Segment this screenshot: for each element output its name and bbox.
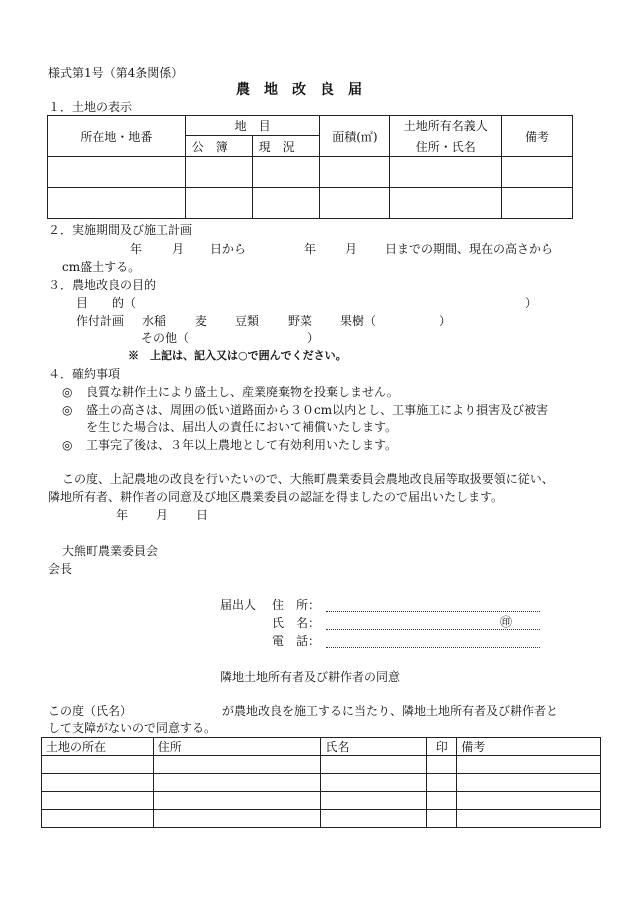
day-2-text: 日までの期間、現在の高さから bbox=[385, 242, 554, 256]
fill-height-text: cm盛土する。 bbox=[62, 260, 141, 274]
land-cell[interactable] bbox=[48, 157, 186, 188]
land-cell[interactable] bbox=[320, 188, 390, 219]
consent-heading: 隣地土地所有者及び耕作者の同意 bbox=[220, 670, 401, 684]
consent-cell[interactable] bbox=[42, 774, 154, 792]
crop-beans: 豆類 bbox=[235, 314, 260, 328]
pledge-item-1: 良質な耕作土により盛土し、産業廃棄物を投棄しません。 bbox=[86, 385, 399, 399]
crop-plan-label: 作付計画 bbox=[76, 314, 125, 328]
address-label: 住 所： bbox=[272, 598, 321, 612]
consent-cell[interactable] bbox=[321, 792, 427, 810]
address-field[interactable] bbox=[326, 611, 540, 612]
pledge-item-3: 工事完了後は、３年以上農地として有効利用いたします。 bbox=[86, 438, 398, 452]
consent-row bbox=[42, 756, 601, 774]
phone-field[interactable] bbox=[326, 647, 540, 648]
instruction-note: ※ 上記は、記入又は○で囲んでください。 bbox=[128, 349, 347, 362]
section3-heading: ３．農地改良の目的 bbox=[48, 278, 157, 292]
date-year: 年 bbox=[116, 508, 129, 522]
consent-cell[interactable] bbox=[457, 756, 601, 774]
name-field[interactable] bbox=[326, 629, 540, 630]
form-title: 農 地 改 良 届 bbox=[236, 82, 362, 98]
header-owner-line1: 土地所有名義人 bbox=[403, 119, 488, 133]
header-address: 住所 bbox=[153, 738, 321, 756]
header-actual: 現 況 bbox=[252, 136, 320, 157]
statement-line2: 隣地所有者、耕作者の同意及び地区農業委員の認証を得ましたので届出いたします。 bbox=[48, 490, 504, 504]
consent-cell[interactable] bbox=[153, 792, 321, 810]
section4-heading: ４．確約事項 bbox=[48, 367, 121, 381]
land-table bbox=[47, 115, 573, 219]
header-seal: 印 bbox=[427, 738, 457, 756]
consent-cell[interactable] bbox=[321, 774, 427, 792]
pledge-item-2-line2: を生じた場合は、届出人の責任において補償いたします。 bbox=[86, 420, 398, 434]
form-number: 様式第1号（第4条関係） bbox=[48, 66, 184, 80]
consent-row bbox=[42, 774, 601, 792]
crop-close: ） bbox=[439, 314, 452, 328]
consent-cell[interactable] bbox=[321, 756, 427, 774]
header-name: 氏名 bbox=[321, 738, 427, 756]
consent-table bbox=[41, 737, 601, 828]
consent-cell[interactable] bbox=[42, 792, 154, 810]
consent-cell[interactable] bbox=[321, 810, 427, 828]
crop-vegetables: 野菜 bbox=[288, 314, 313, 328]
consent-cell[interactable] bbox=[457, 792, 601, 810]
land-cell[interactable] bbox=[185, 157, 252, 188]
land-cell[interactable] bbox=[320, 157, 390, 188]
consent-cell[interactable] bbox=[42, 810, 154, 828]
phone-label: 電 話： bbox=[272, 634, 321, 648]
addressee-title: 会長 bbox=[48, 562, 73, 576]
header-owner bbox=[390, 116, 502, 157]
crop-rice: 水稲 bbox=[142, 314, 167, 328]
consent-line1-rest: が農地改良を施工するに当たり、隣地土地所有者及び耕作者と bbox=[222, 704, 559, 718]
name-label: 氏 名： bbox=[272, 616, 321, 630]
other-close: ） bbox=[307, 331, 320, 345]
consent-cell[interactable] bbox=[153, 810, 321, 828]
land-row bbox=[48, 188, 573, 219]
header-location: 所在地・地番 bbox=[48, 116, 186, 157]
land-cell[interactable] bbox=[390, 157, 502, 188]
land-cell[interactable] bbox=[48, 188, 186, 219]
date-month: 月 bbox=[156, 508, 169, 522]
applicant-label: 届出人 bbox=[220, 598, 257, 612]
purpose-close: ） bbox=[525, 296, 538, 310]
land-cell[interactable] bbox=[185, 188, 252, 219]
pledge-mark: ◎ bbox=[62, 403, 73, 417]
consent-cell[interactable] bbox=[427, 756, 457, 774]
consent-cell[interactable] bbox=[153, 756, 321, 774]
crop-fruit: 果樹（ bbox=[340, 314, 377, 328]
statement-line1: この度、上記農地の改良を行いたいので、大熊町農業委員会農地改良届等取扱要領に従い、 bbox=[62, 472, 554, 486]
month-1: 月 bbox=[172, 242, 185, 256]
header-registry: 公 簿 bbox=[185, 136, 252, 157]
header-land-category: 地 目 bbox=[185, 116, 320, 136]
consent-cell[interactable] bbox=[457, 774, 601, 792]
header-remarks: 備考 bbox=[502, 116, 573, 157]
pledge-mark: ◎ bbox=[62, 438, 73, 452]
purpose-label: 目 的（ bbox=[76, 296, 137, 310]
section2-heading: ２．実施期間及び施工計画 bbox=[48, 223, 193, 237]
consent-cell[interactable] bbox=[153, 774, 321, 792]
consent-cell[interactable] bbox=[457, 810, 601, 828]
section1-heading: １．土地の表示 bbox=[48, 100, 133, 114]
consent-row bbox=[42, 810, 601, 828]
consent-cell[interactable] bbox=[427, 810, 457, 828]
header-consent-remarks: 備考 bbox=[457, 738, 601, 756]
consent-cell[interactable] bbox=[427, 792, 457, 810]
land-cell[interactable] bbox=[252, 157, 320, 188]
consent-line2: して支障がないので同意する。 bbox=[48, 721, 217, 735]
year-2: 年 bbox=[304, 242, 317, 256]
year-1: 年 bbox=[130, 242, 143, 256]
pledge-item-2-line1: 盛土の高さは、周囲の低い道路面から３０cm以内とし、工事施工により損害及び被害 bbox=[86, 403, 549, 417]
header-land-location: 土地の所在 bbox=[42, 738, 154, 756]
month-2: 月 bbox=[345, 242, 358, 256]
consent-row bbox=[42, 792, 601, 810]
addressee-org: 大熊町農業委員会 bbox=[62, 544, 159, 558]
header-area: 面積(㎡) bbox=[320, 116, 390, 157]
consent-cell[interactable] bbox=[427, 774, 457, 792]
consent-cell[interactable] bbox=[42, 756, 154, 774]
date-day: 日 bbox=[196, 508, 209, 522]
pledge-mark: ◎ bbox=[62, 385, 73, 399]
seal-mark: ㊞ bbox=[500, 615, 513, 629]
crop-wheat: 麦 bbox=[195, 314, 208, 328]
day-1: 日から bbox=[210, 242, 247, 256]
land-cell[interactable] bbox=[502, 157, 573, 188]
land-row bbox=[48, 157, 573, 188]
land-cell[interactable] bbox=[502, 188, 573, 219]
consent-line1-start: この度（氏名） bbox=[48, 704, 133, 718]
header-owner-line2: 住所・氏名 bbox=[415, 140, 476, 154]
land-cell[interactable] bbox=[252, 188, 320, 219]
other-label: その他（ bbox=[141, 331, 190, 345]
land-cell[interactable] bbox=[390, 188, 502, 219]
